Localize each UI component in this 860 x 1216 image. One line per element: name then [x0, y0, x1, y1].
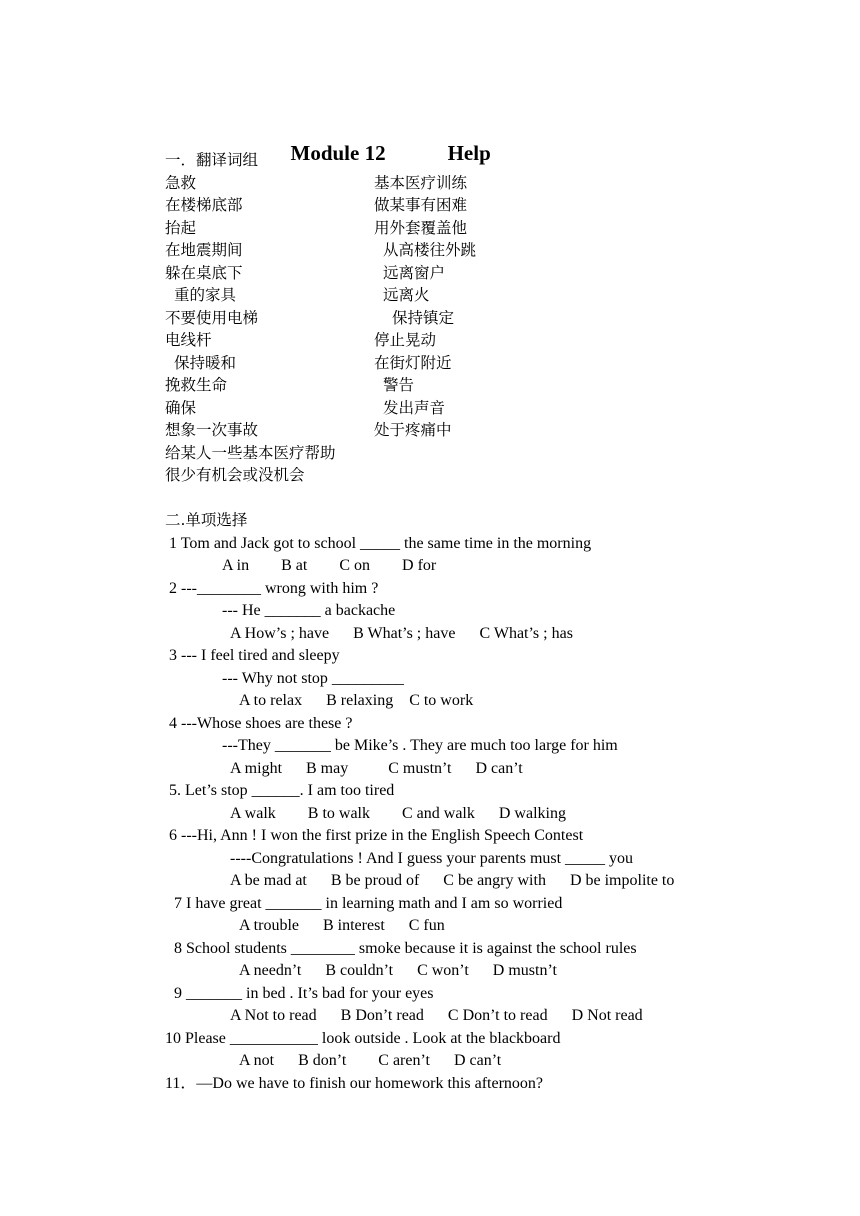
- answer-options: A walk B to walk C and walk D walking: [230, 805, 566, 822]
- phrase-extra: 很少有机会或没机会: [165, 466, 305, 484]
- phrase-right: 从高楼往外跳: [383, 241, 477, 259]
- question-line: 5. Let’s stop ______. I am too tired: [169, 782, 395, 799]
- phrase-left: 不要使用电梯: [165, 309, 259, 327]
- phrase-left: 抬起: [165, 219, 197, 237]
- phrase-right: 远离火: [383, 286, 430, 304]
- answer-options: A be mad at B be proud of C be angry with D be impolite to: [230, 872, 675, 889]
- section1-heading: 一．翻译词组: [165, 151, 259, 169]
- phrase-right: 远离窗户: [383, 264, 446, 282]
- question-line: 7 I have great _______ in learning math and I am so worried: [174, 895, 563, 912]
- phrase-left: 挽救生命: [165, 376, 228, 394]
- phrase-left: 想象一次事故: [165, 421, 259, 439]
- phrase-left: 电线杆: [165, 331, 212, 349]
- answer-options: A not B don’t C aren’t D can’t: [239, 1052, 502, 1069]
- answer-options: A trouble B interest C fun: [239, 917, 445, 934]
- phrase-right: 用外套覆盖他: [374, 219, 468, 237]
- dialog-line: --- Why not stop _________: [222, 670, 404, 687]
- question-line: 11．—Do we have to finish our homework this afternoon?: [165, 1075, 543, 1092]
- question-line: 2 ---________ wrong with him ?: [169, 580, 379, 597]
- phrase-right: 发出声音: [383, 399, 446, 417]
- answer-options: A might B may C mustn’t D can’t: [230, 760, 523, 777]
- phrase-left: 重的家具: [174, 286, 237, 304]
- answer-options: A needn’t B couldn’t C won’t D mustn’t: [239, 962, 557, 979]
- answer-options: A to relax B relaxing C to work: [239, 692, 474, 709]
- phrase-left: 躲在桌底下: [165, 264, 243, 282]
- question-line: 1 Tom and Jack got to school _____ the same time in the morning: [169, 535, 592, 552]
- dialog-line: ----Congratulations ! And I guess your parents must _____ you: [230, 850, 634, 867]
- phrase-left: 确保: [165, 399, 197, 417]
- page-title: [280, 116, 491, 166]
- phrase-right: 停止晃动: [374, 331, 437, 349]
- answer-options: A How’s ; have B What’s ; have C What’s ; has: [230, 625, 573, 642]
- question-line: 3 --- I feel tired and sleepy: [169, 647, 340, 664]
- question-line: 8 School students ________ smoke because it is against the school rules: [174, 940, 637, 957]
- question-line: 10 Please ___________ look outside . Look at the blackboard: [165, 1030, 561, 1047]
- phrase-left: 在地震期间: [165, 241, 243, 259]
- section2-heading: 二.单项选择: [165, 511, 248, 529]
- phrase-right: 保持镇定: [392, 309, 455, 327]
- title-module: Module 12: [290, 141, 386, 165]
- phrase-right: 基本医疗训练: [374, 174, 468, 192]
- phrase-right: 做某事有困难: [374, 196, 468, 214]
- phrase-left: 在楼梯底部: [165, 196, 243, 214]
- question-line: 6 ---Hi, Ann ! I won the first prize in the English Speech Contest: [169, 827, 584, 844]
- phrase-right: 警告: [383, 376, 415, 394]
- phrase-right: 处于疼痛中: [374, 421, 452, 439]
- question-line: 4 ---Whose shoes are these ?: [169, 715, 353, 732]
- phrase-extra: 给某人一些基本医疗帮助: [165, 444, 336, 462]
- question-line: 9 _______ in bed . It’s bad for your eyes: [174, 985, 434, 1002]
- phrase-right: 在街灯附近: [374, 354, 452, 372]
- dialog-line: --- He _______ a backache: [222, 602, 396, 619]
- phrase-left: 急救: [165, 174, 197, 192]
- title-help: Help: [447, 141, 491, 165]
- answer-options: A in B at C on D for: [222, 557, 437, 574]
- answer-options: A Not to read B Don’t read C Don’t to read D Not read: [230, 1007, 643, 1024]
- dialog-line: ---They _______ be Mike’s . They are much too large for him: [222, 737, 618, 754]
- phrase-left: 保持暖和: [174, 354, 237, 372]
